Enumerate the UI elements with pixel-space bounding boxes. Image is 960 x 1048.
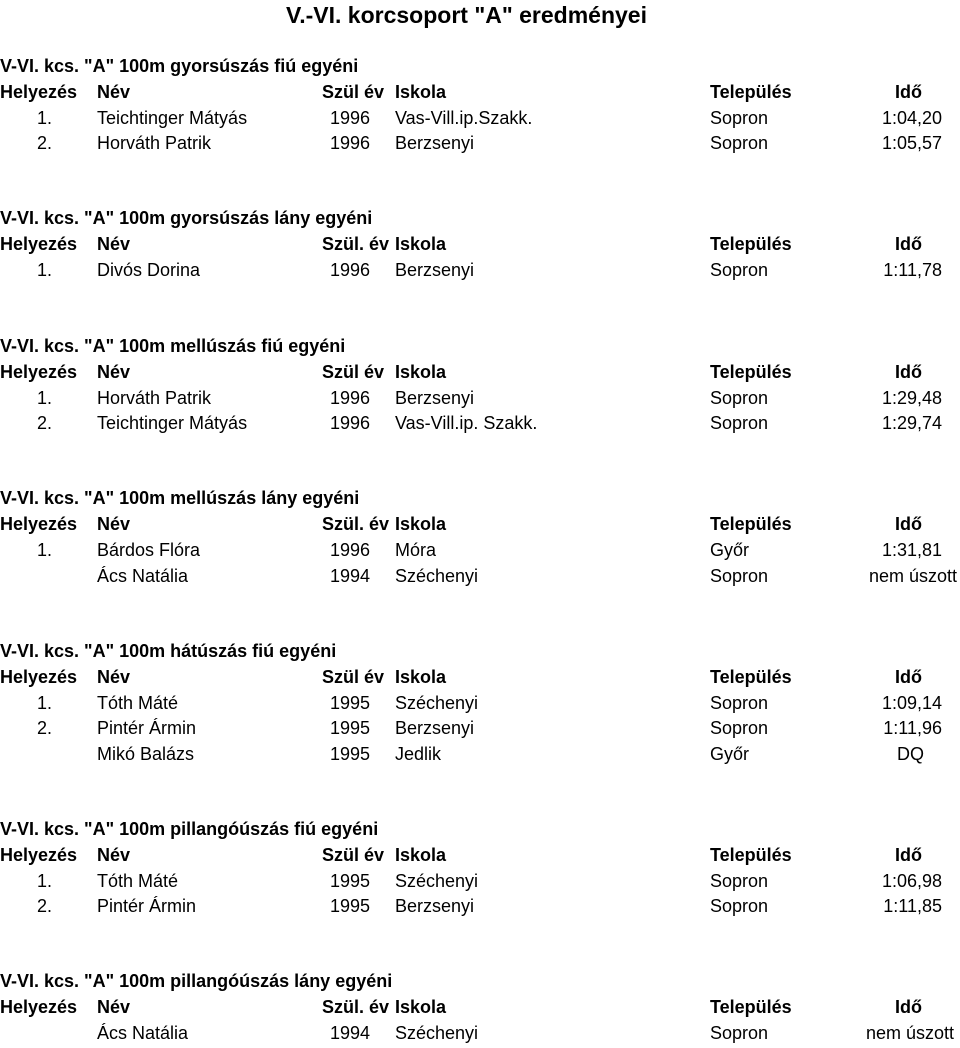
header-town: Település xyxy=(710,234,792,254)
result-row xyxy=(0,718,960,742)
header-year: Szül év xyxy=(322,667,385,687)
header-time: Idő xyxy=(895,667,922,687)
page-title: V.-VI. korcsoport "A" eredményei xyxy=(286,2,647,28)
result-row xyxy=(0,693,960,717)
result-place: 2. xyxy=(36,896,52,916)
header-name: Név xyxy=(97,234,131,254)
result-town: Sopron xyxy=(710,693,769,713)
result-school: Széchenyi xyxy=(395,1023,479,1043)
result-name: Teichtinger Mátyás xyxy=(97,413,248,433)
result-year: 1995 xyxy=(330,718,371,738)
section-heading: V-VI. kcs. "A" 100m mellúszás fiú egyéni xyxy=(0,336,346,356)
section-heading: V-VI. kcs. "A" 100m gyorsúszás lány egyéni xyxy=(0,208,373,228)
result-town: Sopron xyxy=(710,871,769,891)
result-town: Győr xyxy=(710,744,750,764)
result-time: 1:11,96 xyxy=(883,718,942,738)
result-year: 1994 xyxy=(330,1023,371,1043)
result-town: Sopron xyxy=(710,413,769,433)
header-place: Helyezés xyxy=(0,514,78,534)
result-time: 1:09,14 xyxy=(881,693,942,713)
result-name: Ács Natália xyxy=(97,566,189,586)
result-place: 1. xyxy=(36,871,52,891)
result-year: 1996 xyxy=(330,133,371,153)
result-row xyxy=(0,260,960,284)
result-school: Berzsenyi xyxy=(395,133,475,153)
section-heading: V-VI. kcs. "A" 100m hátúszás fiú egyéni xyxy=(0,641,337,661)
result-time: 1:31,81 xyxy=(881,540,942,560)
result-time: 1:06,98 xyxy=(881,871,942,891)
header-school: Iskola xyxy=(395,234,447,254)
result-school: Móra xyxy=(395,540,437,560)
header-school: Iskola xyxy=(395,514,447,534)
result-year: 1995 xyxy=(330,871,371,891)
result-place: 1. xyxy=(36,260,52,280)
result-school: Jedlik xyxy=(395,744,442,764)
result-time: 1:11,78 xyxy=(883,260,942,280)
result-place: 2. xyxy=(36,133,52,153)
header-name: Név xyxy=(97,997,131,1017)
header-year: Szül. év xyxy=(322,234,390,254)
result-school: Vas-Vill.ip.Szakk. xyxy=(395,108,533,128)
result-year: 1996 xyxy=(330,540,371,560)
header-school: Iskola xyxy=(395,845,447,865)
header-place: Helyezés xyxy=(0,82,78,102)
result-school: Berzsenyi xyxy=(395,388,475,408)
result-year: 1994 xyxy=(330,566,371,586)
result-place: 1. xyxy=(36,540,52,560)
result-town: Sopron xyxy=(710,108,769,128)
result-town: Sopron xyxy=(710,718,769,738)
result-place: 1. xyxy=(36,693,52,713)
header-year: Szül év xyxy=(322,362,385,382)
result-name: Tóth Máté xyxy=(97,871,179,891)
header-place: Helyezés xyxy=(0,845,78,865)
result-year: 1995 xyxy=(330,744,371,764)
header-time: Idő xyxy=(895,82,922,102)
header-time: Idő xyxy=(895,845,922,865)
header-town: Település xyxy=(710,667,792,687)
result-name: Teichtinger Mátyás xyxy=(97,108,248,128)
result-time: nem úszott xyxy=(865,1023,954,1043)
header-time: Idő xyxy=(895,362,922,382)
result-name: Horváth Patrik xyxy=(97,388,212,408)
result-time: 1:29,74 xyxy=(881,413,942,433)
result-name: Pintér Ármin xyxy=(97,896,197,916)
column-header-row xyxy=(0,362,960,386)
result-school: Berzsenyi xyxy=(395,718,475,738)
header-town: Település xyxy=(710,997,792,1017)
header-school: Iskola xyxy=(395,667,447,687)
result-row xyxy=(0,1023,960,1047)
header-place: Helyezés xyxy=(0,234,78,254)
result-school: Berzsenyi xyxy=(395,260,475,280)
header-town: Település xyxy=(710,82,792,102)
result-year: 1996 xyxy=(330,260,371,280)
result-row xyxy=(0,871,960,895)
header-school: Iskola xyxy=(395,82,447,102)
header-year: Szül év xyxy=(322,845,385,865)
header-time: Idő xyxy=(895,234,922,254)
result-year: 1995 xyxy=(330,896,371,916)
header-school: Iskola xyxy=(395,362,447,382)
header-town: Település xyxy=(710,514,792,534)
result-town: Sopron xyxy=(710,566,769,586)
result-time: DQ xyxy=(897,744,924,764)
header-school: Iskola xyxy=(395,997,447,1017)
result-name: Pintér Ármin xyxy=(97,718,197,738)
result-time: 1:29,48 xyxy=(881,388,942,408)
result-row xyxy=(0,744,960,768)
result-place: 1. xyxy=(36,388,52,408)
column-header-row xyxy=(0,82,960,106)
header-name: Név xyxy=(97,845,131,865)
header-place: Helyezés xyxy=(0,667,78,687)
header-place: Helyezés xyxy=(0,362,78,382)
result-name: Bárdos Flóra xyxy=(97,540,201,560)
result-school: Széchenyi xyxy=(395,693,479,713)
result-row xyxy=(0,413,960,437)
section-heading: V-VI. kcs. "A" 100m gyorsúszás fiú egyéni xyxy=(0,56,359,76)
header-town: Település xyxy=(710,362,792,382)
header-place: Helyezés xyxy=(0,997,78,1017)
result-year: 1996 xyxy=(330,388,371,408)
result-town: Sopron xyxy=(710,388,769,408)
result-row xyxy=(0,566,960,590)
header-time: Idő xyxy=(895,514,922,534)
result-town: Győr xyxy=(710,540,750,560)
column-header-row xyxy=(0,514,960,538)
result-row xyxy=(0,896,960,920)
column-header-row xyxy=(0,997,960,1021)
result-row xyxy=(0,540,960,564)
column-header-row xyxy=(0,845,960,869)
result-town: Sopron xyxy=(710,1023,769,1043)
header-name: Név xyxy=(97,362,131,382)
result-school: Széchenyi xyxy=(395,566,479,586)
result-time: 1:05,57 xyxy=(881,133,942,153)
section-heading: V-VI. kcs. "A" 100m pillangóúszás fiú egyéni xyxy=(0,819,379,839)
result-place: 1. xyxy=(36,108,52,128)
result-place: 2. xyxy=(36,718,52,738)
result-town: Sopron xyxy=(710,896,769,916)
header-name: Név xyxy=(97,82,131,102)
result-time: 1:04,20 xyxy=(881,108,942,128)
column-header-row xyxy=(0,234,960,258)
result-row xyxy=(0,133,960,157)
section-heading: V-VI. kcs. "A" 100m mellúszás lány egyéni xyxy=(0,488,360,508)
result-school: Berzsenyi xyxy=(395,896,475,916)
result-name: Ács Natália xyxy=(97,1023,189,1043)
result-name: Mikó Balázs xyxy=(97,744,195,764)
result-time: nem úszott xyxy=(868,566,957,586)
result-time: 1:11,85 xyxy=(883,896,942,916)
header-year: Szül. év xyxy=(322,997,390,1017)
result-year: 1995 xyxy=(330,693,371,713)
result-town: Sopron xyxy=(710,133,769,153)
header-town: Település xyxy=(710,845,792,865)
header-name: Név xyxy=(97,667,131,687)
column-header-row xyxy=(0,667,960,691)
header-name: Név xyxy=(97,514,131,534)
result-year: 1996 xyxy=(330,108,371,128)
result-row xyxy=(0,108,960,132)
result-year: 1996 xyxy=(330,413,371,433)
result-town: Sopron xyxy=(710,260,769,280)
result-school: Széchenyi xyxy=(395,871,479,891)
section-heading: V-VI. kcs. "A" 100m pillangóúszás lány egyéni xyxy=(0,971,393,991)
result-school: Vas-Vill.ip. Szakk. xyxy=(395,413,538,433)
result-place: 2. xyxy=(36,413,52,433)
header-year: Szül. év xyxy=(322,514,390,534)
result-row xyxy=(0,388,960,412)
header-time: Idő xyxy=(895,997,922,1017)
result-name: Horváth Patrik xyxy=(97,133,212,153)
header-year: Szül év xyxy=(322,82,385,102)
result-name: Tóth Máté xyxy=(97,693,179,713)
result-name: Divós Dorina xyxy=(97,260,201,280)
